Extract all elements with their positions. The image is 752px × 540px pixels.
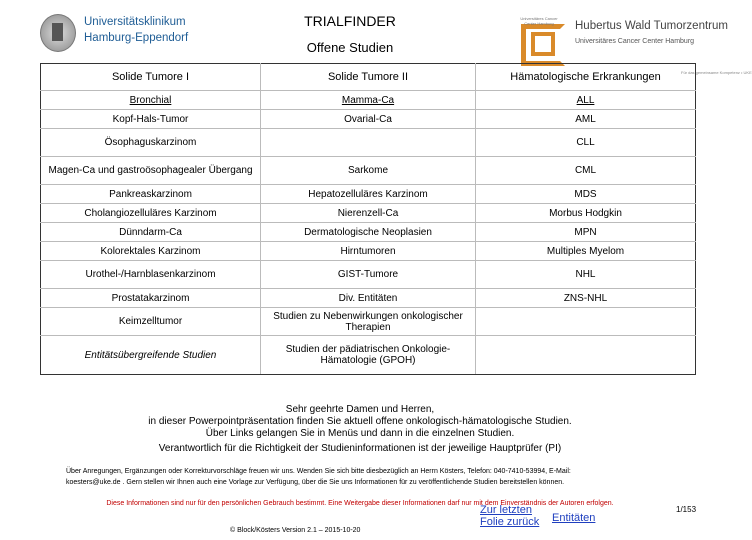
link-multiples-myelom[interactable]: Multiples Myelom [476, 242, 696, 261]
link-bronchial[interactable]: Bronchial [41, 91, 261, 110]
hubertus-wald-line-2: Universitäres Cancer Center Hamburg [575, 38, 695, 45]
table-row [41, 289, 696, 308]
link-ovarial-ca[interactable]: Ovarial-Ca [261, 110, 476, 129]
back-link-line-1: Zur letzten [480, 504, 532, 516]
table-row [41, 223, 696, 242]
link-studien-nebenwirkungen[interactable]: Studien zu Nebenwirkungen onkologischer Therapien [261, 308, 476, 336]
intro-line-2: in dieser Powerpointpräsentation finden Sie aktuell offene onkologisch-hämatologische Studien. [148, 416, 572, 427]
intro-line-3: Über Links gelangen Sie in Menüs und dann in die einzelnen Studien. [205, 428, 515, 439]
table-row [41, 242, 696, 261]
link-aml[interactable]: AML [476, 110, 696, 129]
link-mds[interactable]: MDS [476, 185, 696, 204]
empty-cell [261, 129, 476, 157]
uke-logo-line-1: Universitätsklinikum [84, 16, 186, 28]
link-magen-ca[interactable]: Magen-Ca und gastroösophagealer Übergang [41, 157, 261, 185]
link-div-entitaeten[interactable]: Div. Entitäten [261, 289, 476, 308]
empty-cell [476, 308, 696, 336]
link-keimzelltumor[interactable]: Keimzelltumor [41, 308, 261, 336]
hubertus-wald-mark-icon [515, 14, 563, 60]
link-nhl[interactable]: NHL [476, 261, 696, 289]
link-pankreaskarzinom[interactable]: Pankreaskarzinom [41, 185, 261, 204]
link-kolorektales-karzinom[interactable]: Kolorektales Karzinom [41, 242, 261, 261]
table-row [41, 129, 696, 157]
contact-line-1: Über Anregungen, Ergänzungen oder Korrekturvorschläge freuen wir uns. Wenden Sie sich bitte diesbezüglich an Herrn Kösters, Telefon: 040-7410-53994, E-Mail: [66, 468, 571, 475]
hubertus-wald-logo [515, 14, 752, 75]
link-sarkome[interactable]: Sarkome [261, 157, 476, 185]
page-subtitle: Offene Studien [306, 40, 394, 55]
responsibility-note: Verantwortlich für die Richtigkeit der Studieninformationen ist der jeweilige Hauptprüfer (PI) [158, 443, 562, 454]
link-urothel-harnblasenkarzinom[interactable]: Urothel-/Harnblasenkarzinom [41, 261, 261, 289]
link-cll[interactable]: CLL [476, 129, 696, 157]
link-cholangiozellulaeres-karzinom[interactable]: Cholangiozelluläres Karzinom [41, 204, 261, 223]
back-link[interactable] [480, 504, 539, 528]
header-solide-tumore-1: Solide Tumore I [41, 64, 261, 91]
link-hirntumoren[interactable]: Hirntumoren [261, 242, 476, 261]
link-prostatakarzinom[interactable]: Prostatakarzinom [41, 289, 261, 308]
link-hepatozellulaeres-karzinom[interactable]: Hepatozelluläres Karzinom [261, 185, 476, 204]
header-solide-tumore-2: Solide Tumore II [261, 64, 476, 91]
link-dermatologische-neoplasien[interactable]: Dermatologische Neoplasien [261, 223, 476, 242]
link-gist-tumore[interactable]: GIST-Tumore [261, 261, 476, 289]
hubertus-wald-line-1: Hubertus Wald Tumorzentrum [575, 20, 728, 32]
link-entitaetsuebergreifende-studien[interactable]: Entitätsübergreifende Studien [41, 336, 261, 375]
intro-line-1: Sehr geehrte Damen und Herren, [285, 404, 435, 415]
table-row [41, 204, 696, 223]
uke-seal-icon [40, 14, 76, 52]
link-morbus-hodgkin[interactable]: Morbus Hodgkin [476, 204, 696, 223]
table-row [41, 261, 696, 289]
link-cml[interactable]: CML [476, 157, 696, 185]
entity-table [40, 63, 696, 375]
link-oesophaguskarzinom[interactable]: Ösophaguskarzinom [41, 129, 261, 157]
table-row [41, 91, 696, 110]
empty-cell [476, 336, 696, 375]
hubertus-wald-note: Für das gemeinsame Kompetenz • UKE [681, 70, 752, 75]
copyright: © Block/Kösters Version 2.1 – 2015-10-20 [230, 527, 361, 534]
link-all[interactable]: ALL [476, 91, 696, 110]
table-header-row [41, 64, 696, 91]
contact-note [66, 466, 666, 488]
table-row [41, 185, 696, 204]
link-mpn[interactable]: MPN [476, 223, 696, 242]
page-number: 1/153 [676, 505, 697, 514]
page-title: TRIALFINDER [304, 13, 396, 29]
table-row [41, 110, 696, 129]
link-mamma-ca[interactable]: Mamma-Ca [261, 91, 476, 110]
usage-warning: Diese Informationen sind nur für den persönlichen Gebrauch bestimmt. Eine Weitergabe dieser Informationen darf nur mit dem Einverständnis der Autoren erfolgen. [106, 500, 614, 507]
intro-text [40, 404, 680, 440]
link-zns-nhl[interactable]: ZNS-NHL [476, 289, 696, 308]
link-nierenzell-ca[interactable]: Nierenzell-Ca [261, 204, 476, 223]
link-kopf-hals-tumor[interactable]: Kopf-Hals-Tumor [41, 110, 261, 129]
table-row [41, 157, 696, 185]
uke-logo [40, 14, 200, 50]
contact-line-2: koesters@uke.de . Gern stellen wir Ihnen auch eine Vorlage zur Verfügung, über die Sie uns Informationen für zu veröffentlichende Studien bereitstellen können. [66, 479, 565, 486]
link-studien-gpoh[interactable]: Studien der pädiatrischen Onkologie-Hämatologie (GPOH) [261, 336, 476, 375]
entities-link[interactable]: Entitäten [552, 512, 596, 524]
table-row [41, 308, 696, 336]
hubertus-wald-mark-text: Universitäres Cancer Center Hamburg [520, 16, 558, 26]
back-link-line-2: Folie zurück [480, 516, 540, 528]
link-duenndarm-ca[interactable]: Dünndarm-Ca [41, 223, 261, 242]
header-haematologie: Hämatologische Erkrankungen [476, 64, 696, 91]
uke-logo-line-2: Hamburg-Eppendorf [84, 32, 189, 44]
table-row [41, 336, 696, 375]
